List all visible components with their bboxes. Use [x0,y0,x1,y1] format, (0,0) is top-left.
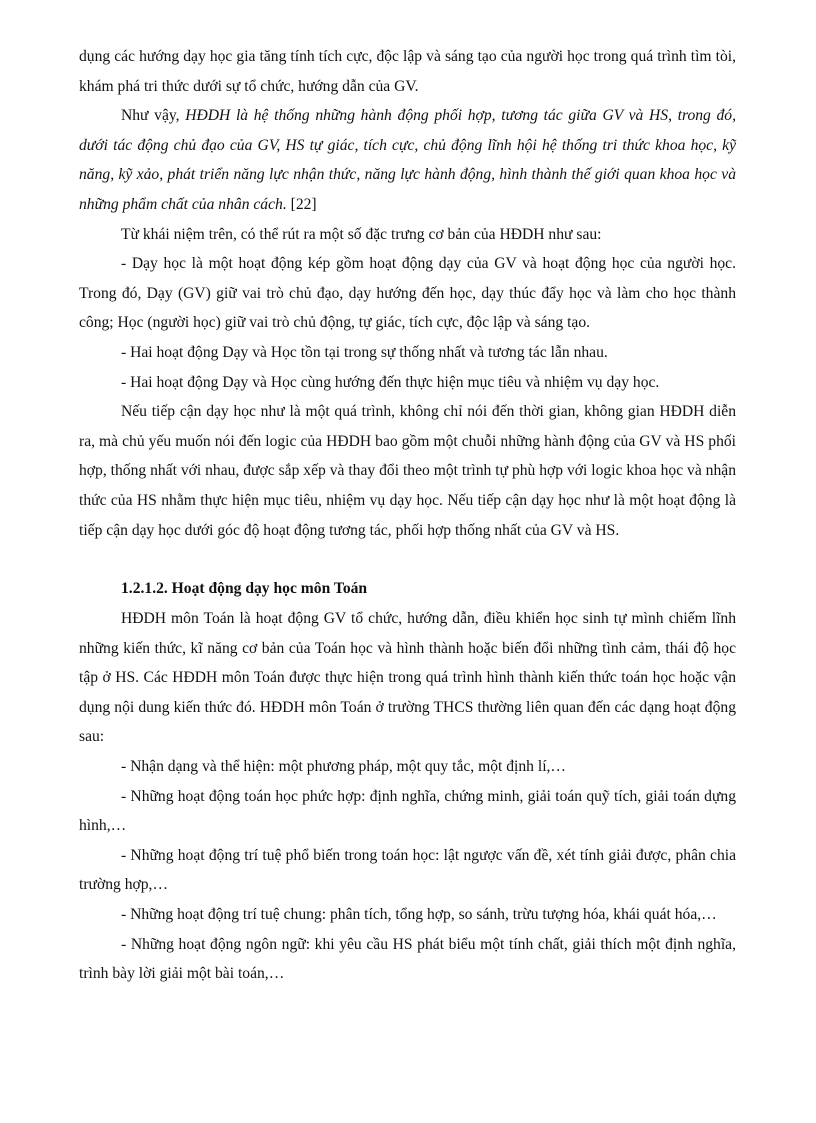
paragraph-approach: Nếu tiếp cận dạy học như là một quá trình, không chỉ nói đến thời gian, không gian HĐDH diễn ra, mà chủ yếu muốn nói đến logic của HĐDH bao gồm một chuỗi những hành động của GV và HS phối hợp, thống nhất với nhau, được sắp xếp và thay đổi theo một trình tự phù hợp với logic khoa học và nhận thức của HS nhằm thực hiện mục tiêu, nhiệm vụ dạy học. Nếu tiếp cận dạy học như là một hoạt động là tiếp cận dạy học dưới góc độ hoạt động tương tác, phối hợp thống nhất của GV và HS. [79,403,736,539]
definition-lead-in: Như vậy, [121,107,186,125]
definition-italic-text: HĐDH là hệ thống những hành động phối hợp, tương tác giữa GV và HS, trong đó, dưới tác động chủ đạo của GV, HS tự giác, tích cực, chủ động lĩnh hội hệ thống tri thức khoa học, kỹ năng, kỹ xảo, phát triển năng lực nhận thức, năng lực hành động, hình thành thế giới quan khoa học và những phẩm chất của nhân cách. [79,107,736,213]
list-item-characteristic: - Dạy học là một hoạt động kép gồm hoạt động dạy của GV và hoạt động học của người học. Trong đó, Dạy (GV) giữ vai trò chủ đạo, dạy hướng đến học, dạy thúc đẩy học và làm cho học thành công; Học (người học) giữ vai trò chủ động, tự giác, tích cực, độc lập và sáng tạo. [79,255,736,332]
list-item-activity: - Những hoạt động trí tuệ chung: phân tích, tổng hợp, so sánh, trừu tượng hóa, khái quát hóa,… [121,906,717,924]
citation-reference: [22] [286,195,317,213]
paragraph-definition [79,101,736,219]
list-item-activity: - Những hoạt động ngôn ngữ: khi yêu cầu HS phát biểu một tính chất, giải thích một định nghĩa, trình bày lời giải một bài toán,… [79,935,736,983]
list-item-activity: - Nhận dạng và thể hiện: một phương pháp, một quy tắc, một định lí,… [121,758,567,776]
list-item-characteristic: - Hai hoạt động Dạy và Học cùng hướng đến thực hiện mục tiêu và nhiệm vụ dạy học. [121,373,660,391]
section-spacer [79,545,736,574]
document-page [79,42,736,989]
section-heading: 1.2.1.2. Hoạt động dạy học môn Toán [121,580,368,598]
paragraph-continuation: dụng các hướng dạy học gia tăng tính tích cực, độc lập và sáng tạo của người học trong quá trình tìm tòi, khám phá tri thức dưới sự tổ chức, hướng dẫn của GV. [79,48,736,95]
list-item-characteristic: - Hai hoạt động Dạy và Học tồn tại trong sự thống nhất và tương tác lẫn nhau. [121,343,608,361]
paragraph-math-teaching: HĐDH môn Toán là hoạt động GV tổ chức, hướng dẫn, điều khiển học sinh tự mình chiếm lĩnh những kiến thức, kĩ năng cơ bản của Toán học và hình thành hoặc biến đổi những tình cảm, thái độ học tập ở HS. Các HĐDH môn Toán được thực hiện trong quá trình hình thành kiến thức toán học hoặc vận dụng nội dung kiến thức đó. HĐDH môn Toán ở trường THCS thường liên quan đến các dạng hoạt động sau: [79,610,736,746]
paragraph-characteristics-intro: Từ khái niệm trên, có thể rút ra một số đặc trưng cơ bản của HĐDH như sau: [121,225,602,243]
list-item-activity: - Những hoạt động toán học phức hợp: định nghĩa, chứng minh, giải toán quỹ tích, giải toán dựng hình,… [79,787,736,835]
list-item-activity: - Những hoạt động trí tuệ phổ biến trong toán học: lật ngược vấn đề, xét tính giải được, phân chia trường hợp,… [79,846,736,894]
